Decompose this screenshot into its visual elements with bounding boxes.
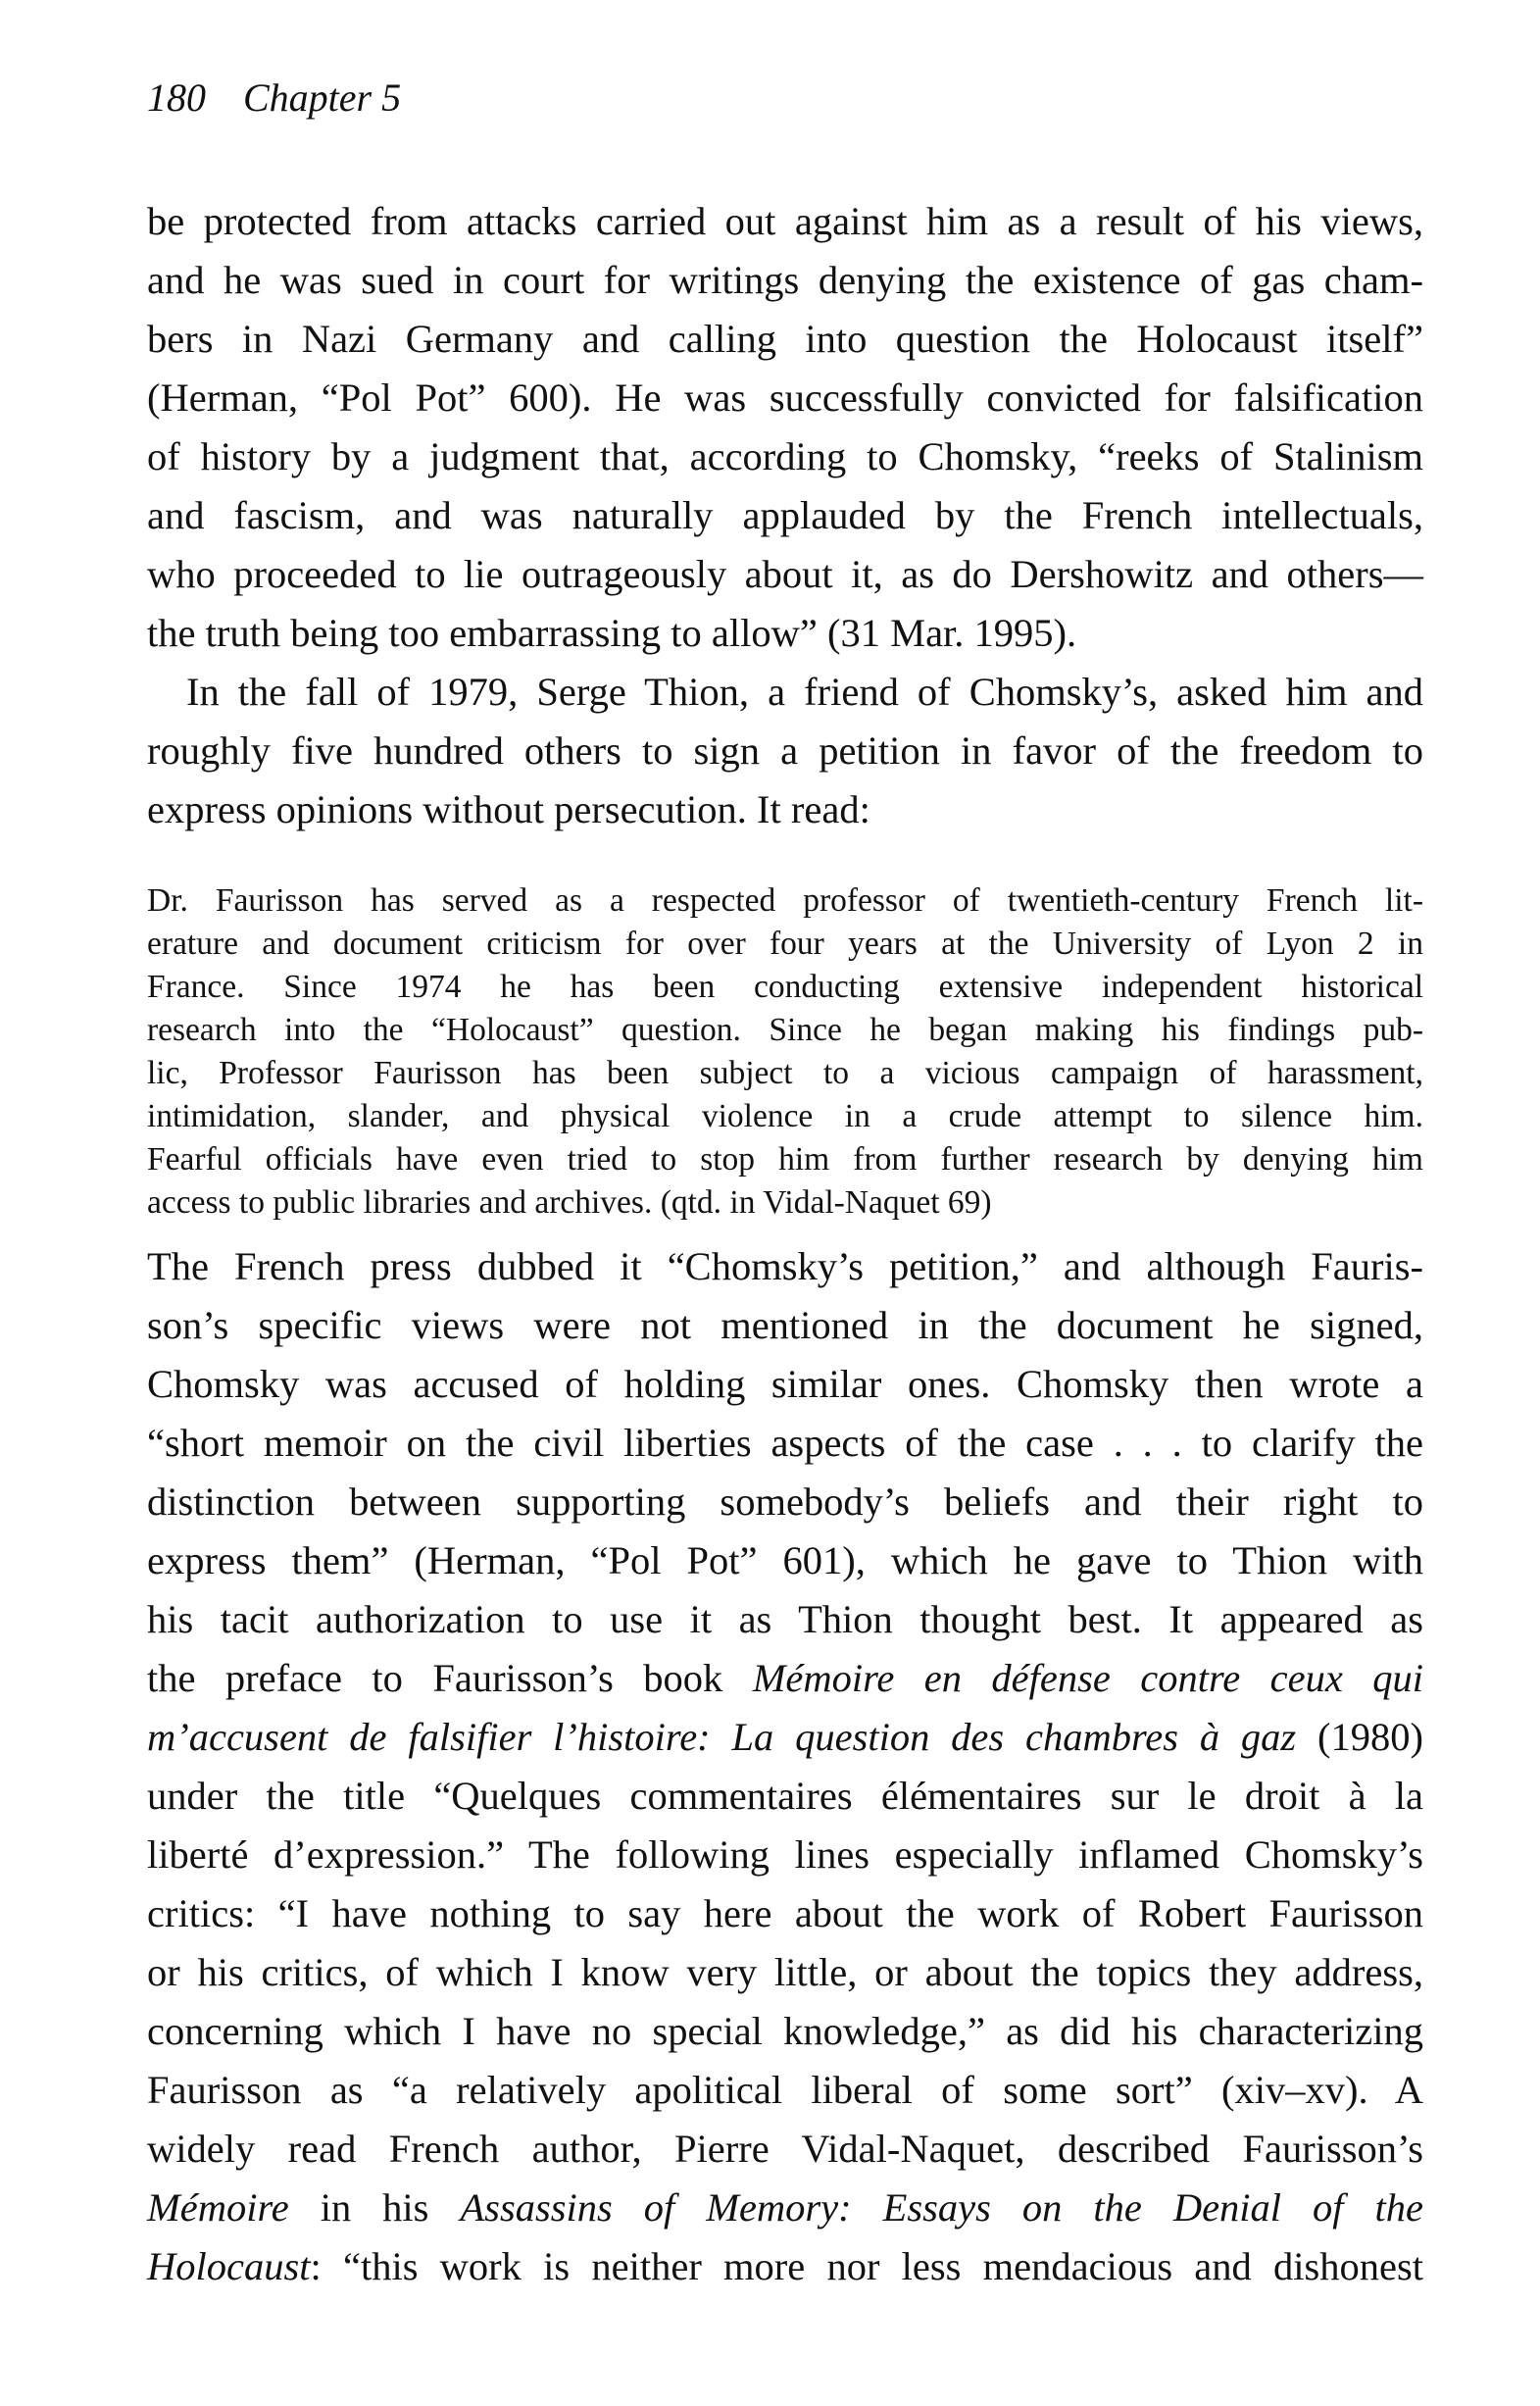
text-line: In the fall of 1979, Serge Thion, a friend of Chomsky’s, asked him and	[186, 670, 1423, 714]
text-segment: the preface to Faurisson’s book	[147, 1656, 753, 1700]
text-line: and he was sued in court for writings denying the existence of gas cham-	[147, 258, 1423, 302]
text-line: distinction between supporting somebody’s beliefs and their right to	[147, 1479, 1423, 1524]
text-line	[147, 1649, 1423, 1708]
block-quote-petition	[147, 879, 1423, 1225]
text-line: of history by a judgment that, according to Chomsky, “reeks of Stalinism	[147, 434, 1423, 478]
paragraph-french-press	[147, 1237, 1423, 2296]
text-line: his tacit authorization to use it as Thion thought best. It appeared as	[147, 1597, 1423, 1641]
text-line: liberté d’expression.” The following lines especially inflamed Chomsky’s	[147, 1832, 1423, 1877]
text-line: under the title “Quelques commentaires élémentaires sur le droit à la	[147, 1774, 1423, 1818]
book-title-italic: m’accusent de falsifier l’histoire: La question des chambres à gaz	[147, 1715, 1297, 1759]
text-line: critics: “I have nothing to say here about the work of Robert Faurisson	[147, 1891, 1423, 1935]
text-line: concerning which I have no special knowledge,” as did his characterizing	[147, 2009, 1423, 2053]
text-line: Chomsky was accused of holding similar ones. Chomsky then wrote a	[147, 1362, 1423, 1406]
text-line: Faurisson as “a relatively apolitical liberal of some sort” (xiv–xv). A	[147, 2068, 1423, 2112]
quote-line: research into the “Holocaust” question. Since he began making his findings pub-	[147, 1012, 1423, 1048]
text-segment: in his	[288, 2185, 461, 2230]
running-head	[147, 69, 401, 127]
book-title-italic: Mémoire	[147, 2185, 289, 2230]
paragraph-petition-intro	[147, 663, 1423, 839]
text-line	[147, 1708, 1423, 1767]
text-line: (Herman, “Pol Pot” 600). He was successfully convicted for falsification	[147, 376, 1423, 420]
text-line: or his critics, of which I know very little, or about the topics they address,	[147, 1950, 1423, 1994]
text-line: express them” (Herman, “Pol Pot” 601), which he gave to Thion with	[147, 1538, 1423, 1582]
book-title-italic: Mémoire en défense contre ceux qui	[752, 1656, 1423, 1700]
text-line: the truth being too embarrassing to allow” (31 Mar. 1995).	[147, 611, 1077, 655]
quote-line: lic, Professor Faurisson has been subject to a vicious campaign of harassment,	[147, 1055, 1423, 1091]
text-line	[147, 2179, 1423, 2237]
text-line: bers in Nazi Germany and calling into question the Holocaust itself”	[147, 317, 1423, 361]
text-line	[147, 2237, 1423, 2296]
text-line: The French press dubbed it “Chomsky’s petition,” and although Fauris-	[147, 1244, 1423, 1288]
chapter-title: Chapter 5	[243, 75, 402, 120]
book-title-italic: Holocaust	[147, 2244, 311, 2288]
text-segment: : “this work is neither more nor less mendacious and dishonest	[310, 2244, 1423, 2288]
quote-line: Fearful officials have even tried to stop him from further research by denying him	[147, 1141, 1423, 1178]
text-line: widely read French author, Pierre Vidal-Naquet, described Faurisson’s	[147, 2127, 1423, 2171]
quote-line: France. Since 1974 he has been conducting extensive independent historical	[147, 969, 1423, 1005]
text-segment: (1980)	[1296, 1715, 1423, 1759]
page-number: 180	[147, 75, 206, 120]
text-line: who proceeded to lie outrageously about it, as do Dershowitz and others—	[147, 552, 1423, 596]
text-line: “short memoir on the civil liberties aspects of the case . . . to clarify the	[147, 1421, 1423, 1465]
text-line: and fascism, and was naturally applauded by the French intellectuals,	[147, 493, 1423, 537]
text-line: be protected from attacks carried out against him as a result of his views,	[147, 199, 1423, 243]
text-line: roughly five hundred others to sign a petition in favor of the freedom to	[147, 728, 1423, 773]
quote-line: intimidation, slander, and physical violence in a crude attempt to silence him.	[147, 1098, 1423, 1134]
quote-line: erature and document criticism for over four years at the University of Lyon 2 in	[147, 926, 1423, 962]
quote-line: access to public libraries and archives. (qtd. in Vidal-Naquet 69)	[147, 1184, 992, 1221]
text-line: son’s specific views were not mentioned in the document he signed,	[147, 1303, 1423, 1347]
quote-line: Dr. Faurisson has served as a respected professor of twentieth-century French lit-	[147, 882, 1423, 919]
book-title-italic: Assassins of Memory: Essays on the Denial of the	[460, 2185, 1424, 2230]
text-line: express opinions without persecution. It read:	[147, 787, 870, 831]
paragraph-continued	[147, 192, 1423, 663]
